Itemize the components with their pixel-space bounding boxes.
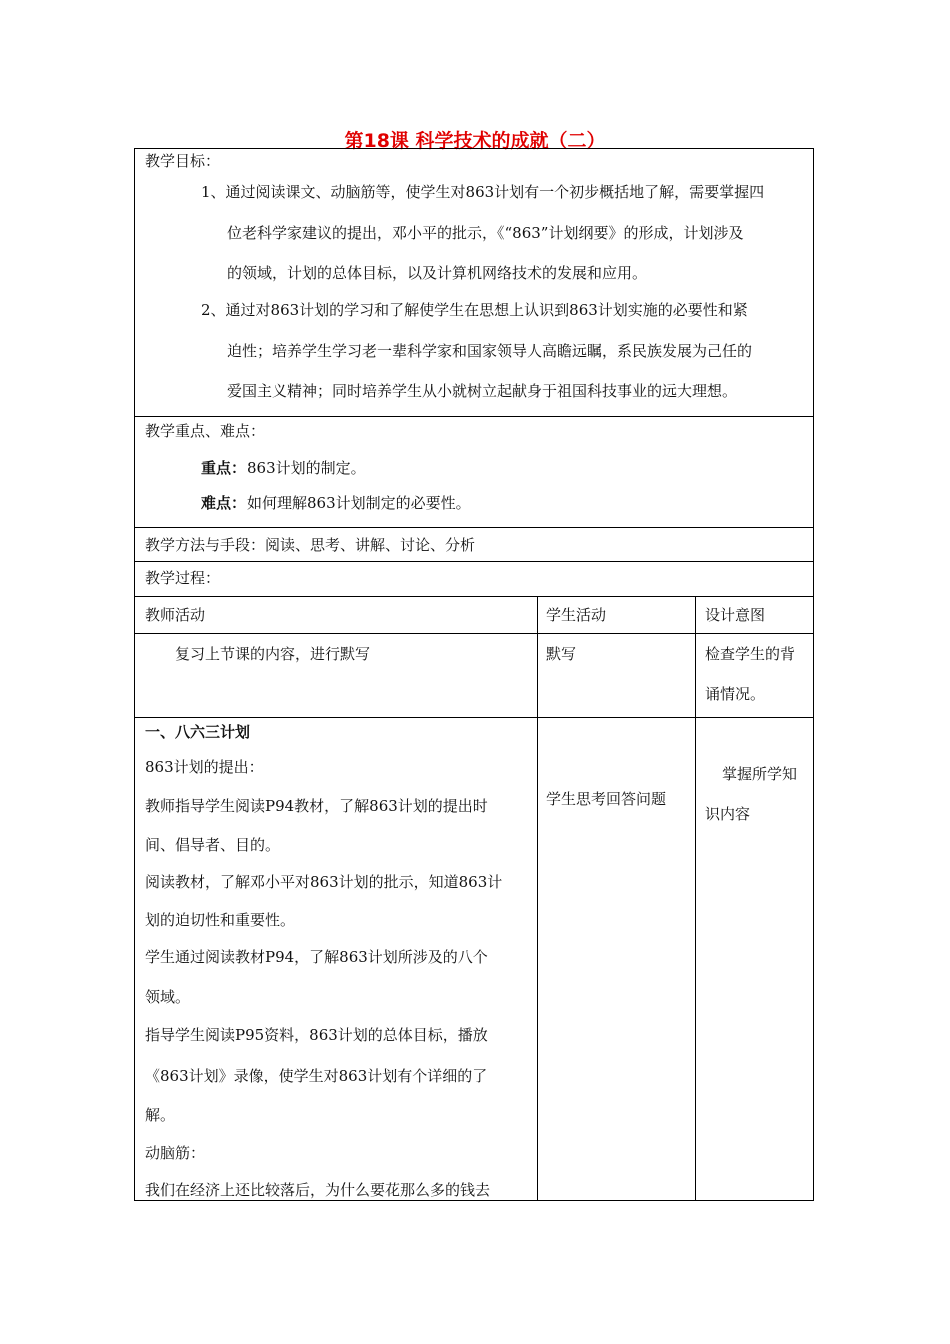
row2-intent-line-1: 掌握所学知 [722, 765, 798, 783]
objectives-heading: 教学目标： [145, 152, 221, 170]
key-point-label: 重点： [201, 459, 247, 477]
objective-1-line-2: 位老科学家建议的提出，邓小平的批示，《“863”计划纲要》的形成，计划涉及 [227, 224, 744, 242]
row2-teacher-line-11: 解。 [145, 1106, 176, 1124]
row2-teacher-line-7: 学生通过阅读教材P94，了解863计划所涉及的八个 [145, 948, 488, 966]
difficulty-text: 如何理解863计划制定的必要性。 [247, 494, 471, 512]
row1-intent-line-2: 诵情况。 [705, 685, 766, 703]
objective-1-line-3: 的领域，计划的总体目标，以及计算机网络技术的发展和应用。 [227, 264, 648, 282]
header-teacher-activity: 教师活动 [145, 606, 206, 624]
row2-teacher-line-12: 动脑筋： [145, 1144, 206, 1162]
objective-1-line-1: 1、通过阅读课文、动脑筋等，使学生对863计划有一个初步概括地了解，需要掌握四 [201, 183, 765, 201]
methods-text: 教学方法与手段：阅读、思考、讲解、讨论、分析 [145, 536, 476, 554]
divider-row1 [134, 717, 814, 718]
key-point-text: 863计划的制定。 [247, 459, 366, 477]
objective-2-line-2: 迫性；培养学生学习老一辈科学家和国家领导人高瞻远瞩，系民族发展为己任的 [227, 342, 753, 360]
row1-teacher: 复习上节课的内容，进行默写 [175, 645, 371, 663]
row2-teacher-line-5: 阅读教材，了解邓小平对863计划的批示，知道863计 [145, 873, 503, 891]
row2-teacher-line-6: 划的迫切性和重要性。 [145, 911, 296, 929]
row2-intent-line-2: 识内容 [705, 805, 751, 823]
row2-teacher-line-13: 我们在经济上还比较落后，为什么要花那么多的钱去 [145, 1181, 491, 1199]
row2-teacher-line-9: 指导学生阅读P95资料，863计划的总体目标，播放 [145, 1026, 488, 1044]
difficulty-label: 难点： [201, 494, 247, 512]
header-design-intent: 设计意图 [705, 606, 766, 624]
column-divider-2 [695, 596, 696, 1201]
process-heading: 教学过程： [145, 569, 221, 587]
row2-teacher-line-4: 间、倡导者、目的。 [145, 836, 281, 854]
objective-2-line-1: 2、通过对863计划的学习和了解使学生在思想上认识到863计划实施的必要性和紧 [201, 301, 748, 319]
page-title: 第18课 科学技术的成就（二） [344, 130, 606, 152]
row2-teacher-line-3: 教师指导学生阅读P94教材，了解863计划的提出时 [145, 797, 488, 815]
row2-teacher-line-2: 863计划的提出： [145, 758, 264, 776]
row2-teacher-line-10: 《863计划》录像，使学生对863计划有个详细的了 [145, 1067, 488, 1085]
divider-methods [134, 561, 814, 562]
divider-objectives [134, 416, 814, 417]
divider-keypoints [134, 527, 814, 528]
objective-2-line-3: 爱国主义精神；同时培养学生从小就树立起献身于祖国科技事业的远大理想。 [227, 382, 738, 400]
keypoints-heading: 教学重点、难点： [145, 422, 266, 440]
row2-teacher-line-1: 一、八六三计划 [145, 723, 251, 741]
row1-intent-line-1: 检查学生的背 [705, 645, 796, 663]
row2-teacher-line-8: 领域。 [145, 988, 191, 1006]
divider-header-row [134, 633, 814, 634]
header-student-activity: 学生活动 [546, 606, 607, 624]
column-divider-1 [537, 596, 538, 1201]
divider-process [134, 596, 814, 597]
row1-student: 默写 [546, 645, 577, 663]
row2-student: 学生思考回答问题 [546, 790, 667, 808]
